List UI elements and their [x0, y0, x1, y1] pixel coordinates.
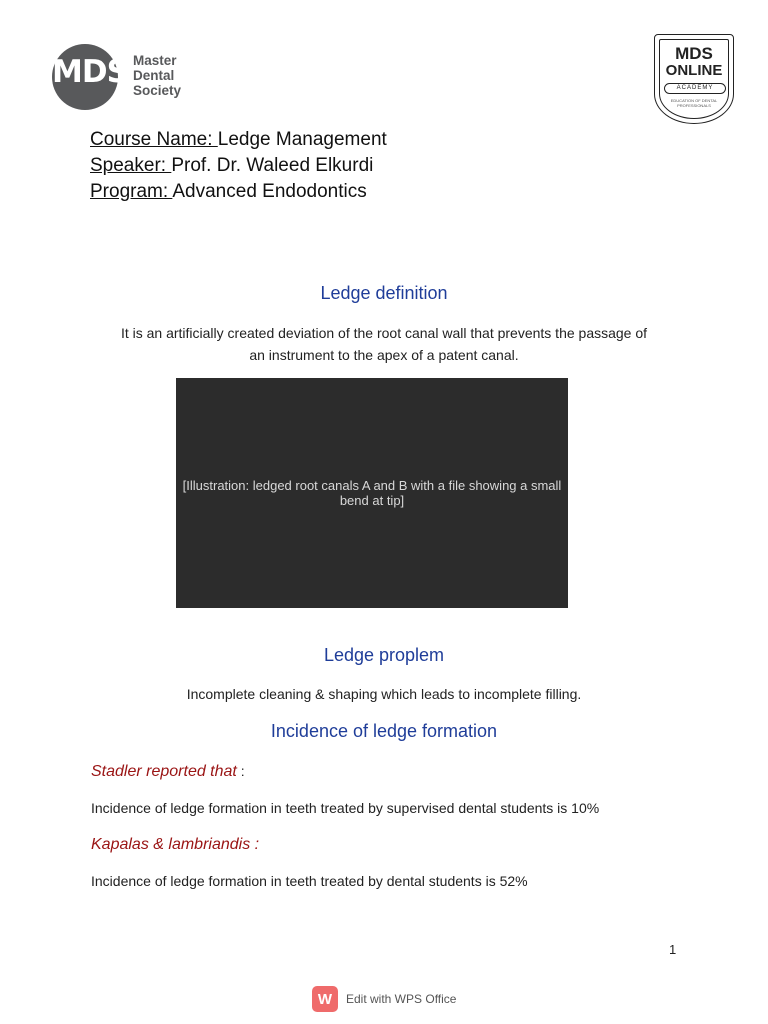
speaker-label: Speaker: [90, 155, 172, 176]
speaker-line [90, 153, 373, 179]
course-name-line [90, 127, 387, 153]
program-value: Advanced Endodontics [172, 181, 367, 202]
shield-academy-text: ACADEMY [664, 83, 726, 94]
shield-mds-text: MDS [675, 44, 713, 63]
master-dental-society-logo [52, 44, 192, 106]
stadler-label-line [91, 763, 245, 781]
illustration-caption: [Illustration: ledged root canals A and B with a file showing a small bend at tip] [182, 478, 562, 508]
definition-text-line-2: an instrument to the apex of a patent canal. [249, 347, 519, 363]
logo-word-3: Society [133, 83, 182, 98]
speaker-value: Prof. Dr. Waleed Elkurdi [171, 155, 374, 176]
incidence-heading: Incidence of ledge formation [270, 721, 498, 741]
page-number: 1 [669, 942, 677, 957]
logo-word-1: Master [133, 53, 177, 68]
shield-subtext: EDUCATION OF DENTAL PROFESSIONALS [670, 98, 718, 108]
ledge-problem-heading: Ledge proplem [323, 645, 445, 665]
definition-text-line-1: It is an artificially created deviation of the root canal wall that prevents the passage of [120, 325, 648, 341]
stadler-text: Incidence of ledge formation in teeth treated by supervised dental students is 10% [91, 800, 600, 816]
kapalas-text: Incidence of ledge formation in teeth treated by dental students is 52% [91, 873, 528, 889]
stadler-colon: : [236, 763, 245, 779]
mds-online-academy-logo [654, 34, 736, 126]
kapalas-label: Kapalas & lambriandis : [91, 836, 260, 853]
problem-text: Incomplete cleaning & shaping which leads to incomplete filling. [186, 686, 582, 702]
shield-online-text: ONLINE [665, 62, 723, 79]
wps-icon: W [312, 986, 338, 1012]
program-line [90, 179, 367, 205]
logo-words [133, 53, 181, 98]
wps-edit-text: Edit with WPS Office [346, 992, 457, 1006]
stadler-label: Stadler reported that [91, 763, 237, 780]
program-label: Program: [90, 181, 173, 202]
logo-word-2: Dental [133, 68, 175, 83]
course-name-label: Course Name: [90, 129, 218, 150]
logo-initials: MDS [52, 54, 128, 90]
course-name-value: Ledge Management [217, 129, 387, 150]
ledge-illustration-placeholder [176, 378, 568, 608]
wps-edit-link[interactable] [312, 986, 456, 1012]
ledge-definition-heading: Ledge definition [320, 283, 448, 303]
